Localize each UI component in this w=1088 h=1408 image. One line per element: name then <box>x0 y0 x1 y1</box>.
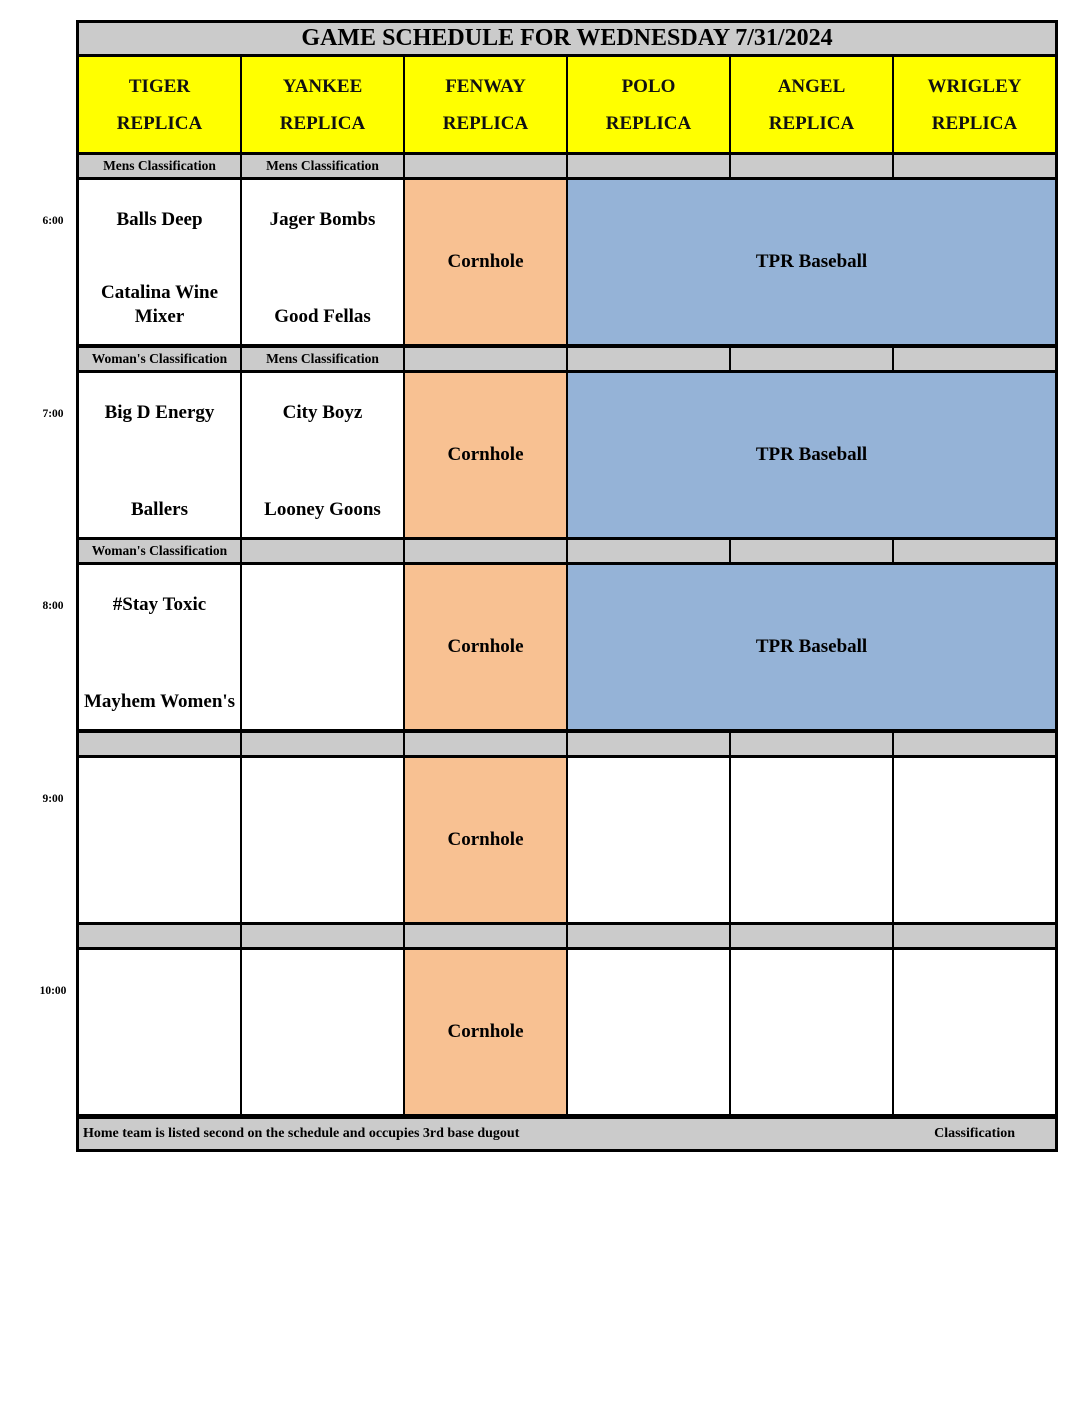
classification-label: Mens Classification <box>242 155 403 177</box>
tpr-baseball-cell: TPR Baseball <box>568 373 1055 537</box>
classification-label <box>568 925 729 947</box>
field-subtitle: REPLICA <box>279 112 366 134</box>
empty-cell <box>731 950 892 1114</box>
away-team: Jager Bombs <box>269 209 376 230</box>
classification-label <box>731 540 892 562</box>
classification-label: Mens Classification <box>79 155 240 177</box>
classification-label <box>894 348 1055 370</box>
game-cell-tiger <box>79 180 240 344</box>
classification-label <box>894 155 1055 177</box>
away-team: City Boyz <box>282 402 363 423</box>
field-header-yankee <box>242 57 403 152</box>
home-team: Good Fellas <box>274 306 371 327</box>
away-team: #Stay Toxic <box>112 594 207 615</box>
classification-label <box>731 733 892 755</box>
field-header-tiger <box>79 57 240 152</box>
classification-label <box>731 348 892 370</box>
classification-label <box>894 925 1055 947</box>
time-label: 10:00 <box>39 985 67 997</box>
field-name: FENWAY <box>445 75 526 97</box>
classification-label: Mens Classification <box>242 348 403 370</box>
classification-label <box>405 733 566 755</box>
field-header-wrigley <box>894 57 1055 152</box>
classification-label <box>405 540 566 562</box>
time-label: 7:00 <box>42 408 64 420</box>
empty-cell <box>731 758 892 922</box>
classification-label <box>242 733 403 755</box>
field-name: ANGEL <box>777 75 846 97</box>
field-subtitle: REPLICA <box>605 112 692 134</box>
classification-label <box>894 540 1055 562</box>
cornhole-cell: Cornhole <box>405 758 566 922</box>
classification-label <box>405 925 566 947</box>
schedule-table <box>76 20 1058 1152</box>
field-name: YANKEE <box>282 75 363 97</box>
classification-label <box>731 925 892 947</box>
empty-cell <box>568 758 729 922</box>
classification-label <box>242 540 403 562</box>
classification-label: Woman's Classification <box>79 540 240 562</box>
away-team: Balls Deep <box>116 209 203 230</box>
schedule-title: GAME SCHEDULE FOR WEDNESDAY 7/31/2024 <box>79 23 1055 54</box>
cornhole-cell: Cornhole <box>405 373 566 537</box>
field-subtitle: REPLICA <box>116 112 203 134</box>
game-cell-tiger <box>79 373 240 537</box>
classification-label: Woman's Classification <box>79 348 240 370</box>
time-label: 9:00 <box>42 793 64 805</box>
field-header-fenway <box>405 57 566 152</box>
time-label: 6:00 <box>42 215 64 227</box>
home-team: Catalina Wine Mixer <box>100 282 218 327</box>
field-name: WRIGLEY <box>927 75 1022 97</box>
classification-label <box>79 733 240 755</box>
cornhole-cell: Cornhole <box>405 565 566 729</box>
classification-label <box>731 155 892 177</box>
home-team: Mayhem Women's <box>83 691 236 712</box>
classification-label <box>79 925 240 947</box>
field-subtitle: REPLICA <box>931 112 1018 134</box>
home-team: Ballers <box>131 499 188 520</box>
empty-cell <box>568 950 729 1114</box>
tpr-baseball-cell: TPR Baseball <box>568 565 1055 729</box>
empty-cell <box>79 758 240 922</box>
footer-note: Home team is listed second on the schedule and occupies 3rd base dugout <box>83 1126 520 1141</box>
classification-label <box>405 348 566 370</box>
empty-cell <box>894 950 1055 1114</box>
game-cell-yankee <box>242 565 403 729</box>
classification-label <box>894 733 1055 755</box>
time-label: 8:00 <box>42 600 64 612</box>
field-subtitle: REPLICA <box>442 112 529 134</box>
classification-label <box>568 733 729 755</box>
game-cell-yankee <box>242 373 403 537</box>
footer-classification: Classification <box>934 1126 1015 1141</box>
field-name: TIGER <box>128 75 191 97</box>
classification-label <box>242 925 403 947</box>
empty-cell <box>894 758 1055 922</box>
empty-cell <box>242 758 403 922</box>
classification-label <box>568 155 729 177</box>
tpr-baseball-cell: TPR Baseball <box>568 180 1055 344</box>
field-header-angel <box>731 57 892 152</box>
game-cell-tiger <box>79 565 240 729</box>
footer-bar <box>79 1119 1055 1149</box>
field-header-polo <box>568 57 729 152</box>
empty-cell <box>242 950 403 1114</box>
cornhole-cell: Cornhole <box>405 950 566 1114</box>
classification-label <box>568 540 729 562</box>
cornhole-cell: Cornhole <box>405 180 566 344</box>
field-name: POLO <box>621 75 676 97</box>
away-team: Big D Energy <box>104 402 215 423</box>
empty-cell <box>79 950 240 1114</box>
classification-label <box>405 155 566 177</box>
game-cell-yankee <box>242 180 403 344</box>
field-subtitle: REPLICA <box>768 112 855 134</box>
home-team: Looney Goons <box>264 499 381 520</box>
classification-label <box>568 348 729 370</box>
